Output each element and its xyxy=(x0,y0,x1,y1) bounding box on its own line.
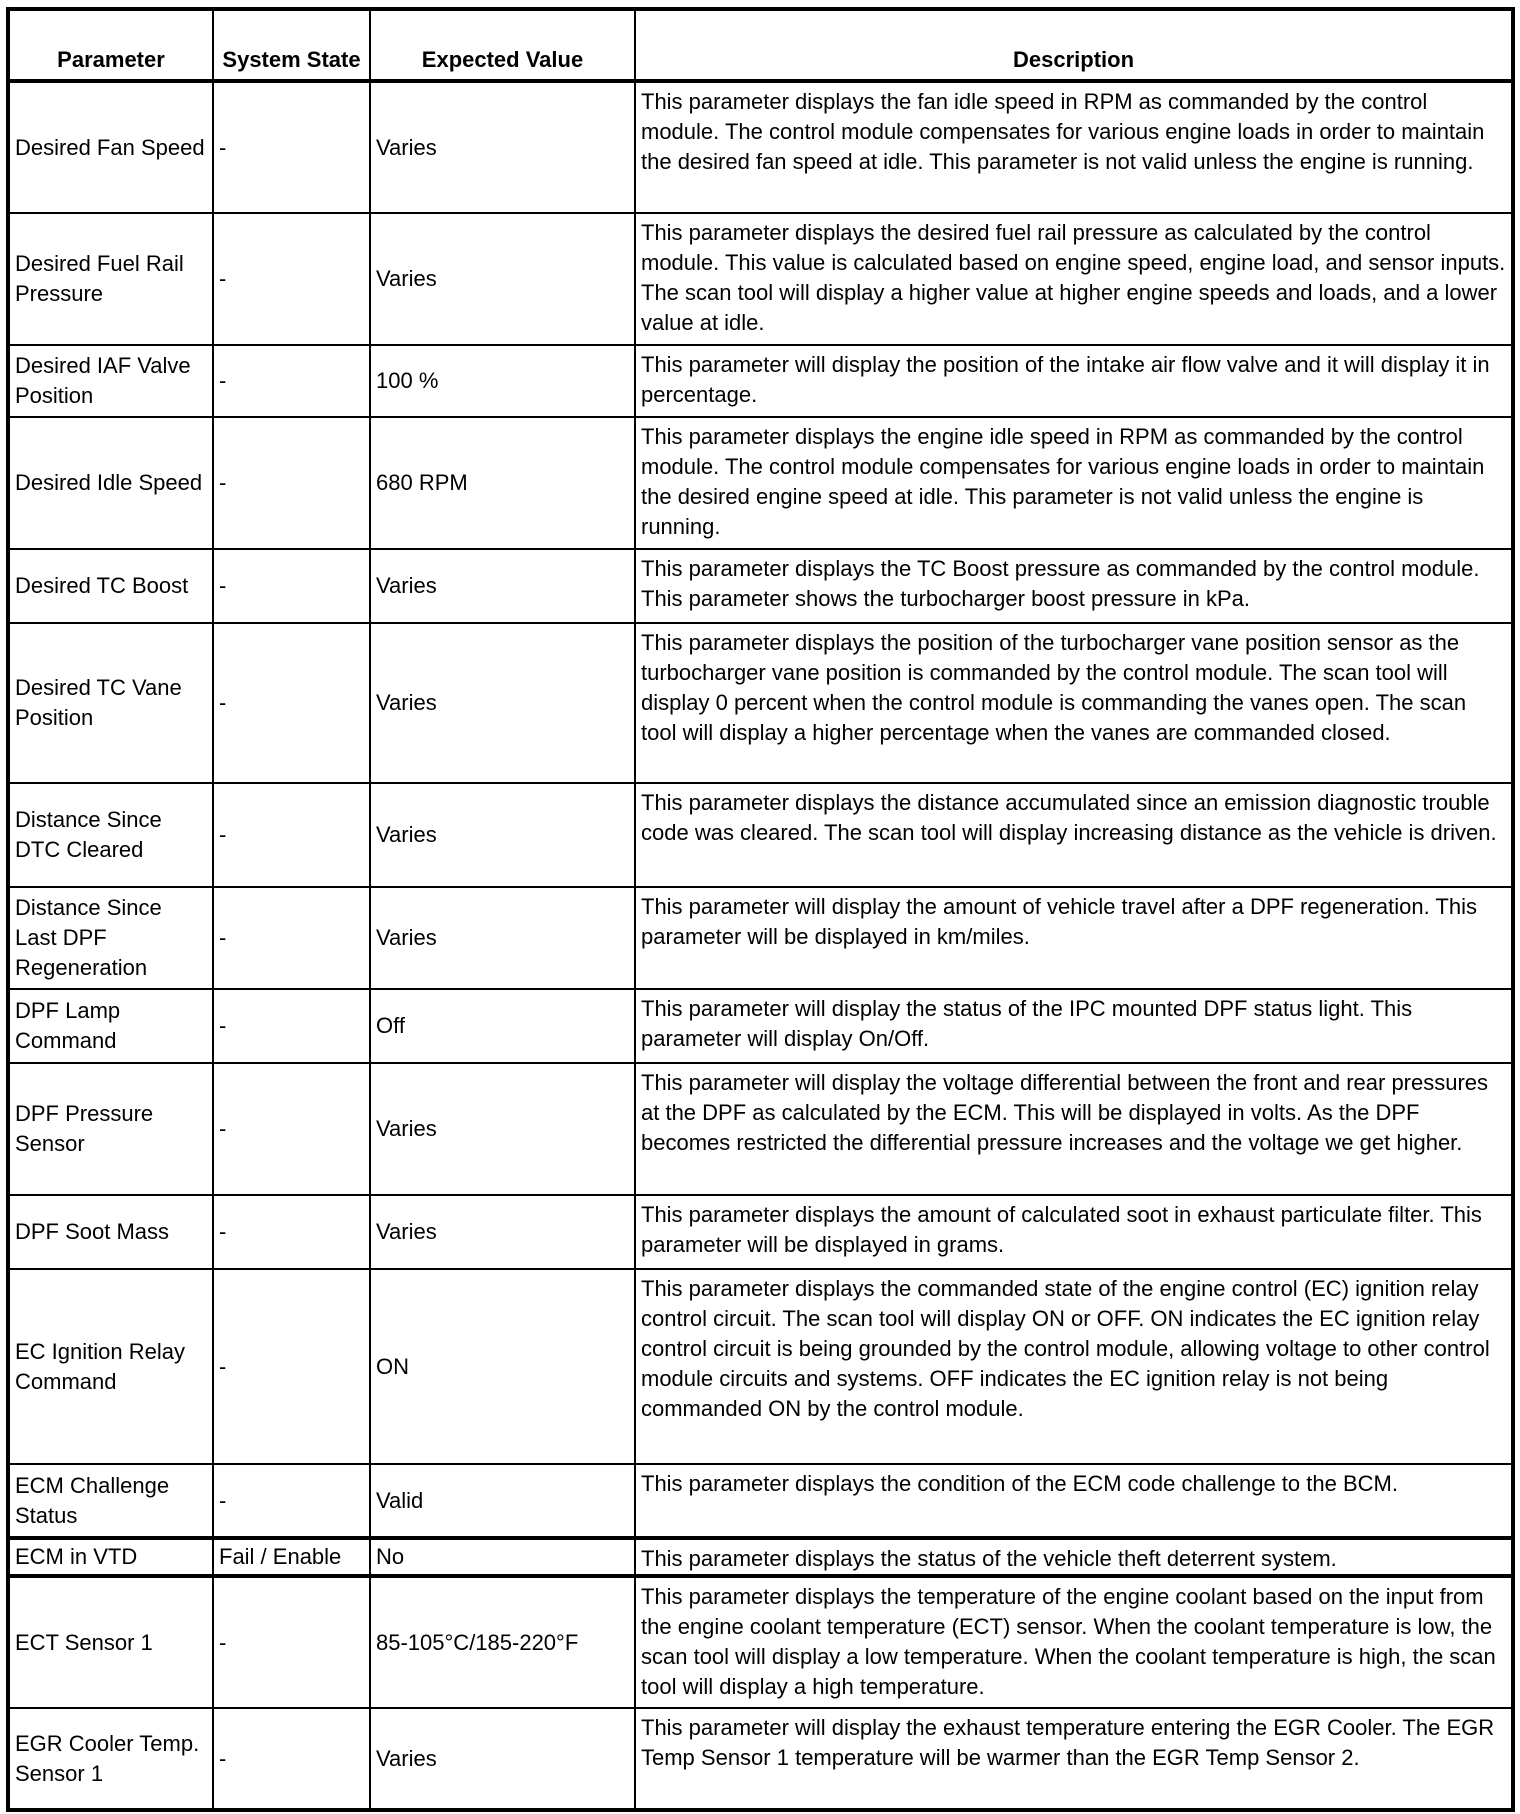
system-state-cell: - xyxy=(213,213,370,345)
header-row xyxy=(8,9,1513,81)
description-cell: This parameter displays the TC Boost pressure as commanded by the control module. This parameter shows the turbocharger boost pressure in kPa. xyxy=(635,549,1513,623)
system-state-cell: - xyxy=(213,81,370,213)
expected-value-cell: ON xyxy=(370,1269,635,1464)
expected-value-cell: Valid xyxy=(370,1464,635,1538)
description-cell: This parameter will display the position of the intake air flow valve and it will display it in percentage. xyxy=(635,345,1513,417)
parameter-cell: DPF Soot Mass xyxy=(8,1195,213,1269)
parameter-cell: EGR Cooler Temp. Sensor 1 xyxy=(8,1708,213,1810)
expected-value-cell: 85-105°C/185-220°F xyxy=(370,1576,635,1708)
parameter-cell: Desired Fuel Rail Pressure xyxy=(8,213,213,345)
table-row xyxy=(8,887,1513,989)
system-state-cell: - xyxy=(213,1576,370,1708)
description-cell: This parameter displays the fan idle speed in RPM as commanded by the control module. The control module compensates for various engine loads in order to maintain the desired fan speed at idle. This parameter is not valid unless the engine is running. xyxy=(635,81,1513,213)
system-state-cell: - xyxy=(213,417,370,549)
table-row xyxy=(8,783,1513,887)
system-state-cell: - xyxy=(213,1063,370,1195)
parameter-table xyxy=(6,7,1515,1812)
description-cell: This parameter displays the temperature of the engine coolant based on the input from the engine coolant temperature (ECT) sensor. When the coolant temperature is low, the scan tool will display a low temperature. When the coolant temperature is high, the scan tool will display a high temperature. xyxy=(635,1576,1513,1708)
table-row xyxy=(8,1063,1513,1195)
table-row xyxy=(8,989,1513,1063)
expected-value-cell: Varies xyxy=(370,887,635,989)
parameter-cell: Desired TC Boost xyxy=(8,549,213,623)
table-row xyxy=(8,417,1513,549)
description-cell: This parameter displays the condition of the ECM code challenge to the BCM. xyxy=(635,1464,1513,1538)
table-row xyxy=(8,549,1513,623)
description-cell: This parameter displays the commanded state of the engine control (EC) ignition relay control circuit. The scan tool will display ON or OFF. ON indicates the EC ignition relay control circuit is being grounded by the control module, allowing voltage to other control module circuits and systems. OFF indicates the EC ignition relay is not being commanded ON by the control module. xyxy=(635,1269,1513,1464)
parameter-cell: DPF Lamp Command xyxy=(8,989,213,1063)
description-cell: This parameter displays the distance accumulated since an emission diagnostic trouble code was cleared. The scan tool will display increasing distance as the vehicle is driven. xyxy=(635,783,1513,887)
description-cell: This parameter will display the exhaust temperature entering the EGR Cooler. The EGR Temp Sensor 1 temperature will be warmer than the EGR Temp Sensor 2. xyxy=(635,1708,1513,1810)
table-row xyxy=(8,345,1513,417)
description-cell: This parameter displays the position of the turbocharger vane position sensor as the turbocharger vane position is commanded by the control module. The scan tool will display 0 percent when the control module is commanding the vanes open. The scan tool will display a higher percentage when the vanes are commanded closed. xyxy=(635,623,1513,783)
table-row xyxy=(8,213,1513,345)
system-state-cell: - xyxy=(213,783,370,887)
system-state-cell: - xyxy=(213,1269,370,1464)
description-cell: This parameter will display the status of the IPC mounted DPF status light. This parameter will display On/Off. xyxy=(635,989,1513,1063)
expected-value-cell: 100 % xyxy=(370,345,635,417)
parameter-cell: ECM in VTD xyxy=(8,1538,213,1576)
description-cell: This parameter displays the desired fuel rail pressure as calculated by the control module. This value is calculated based on engine speed, engine load, and sensor inputs. The scan tool will display a higher value at higher engine speeds and loads, and a lower value at idle. xyxy=(635,213,1513,345)
header-description: Description xyxy=(635,9,1513,81)
table-row xyxy=(8,1576,1513,1708)
description-cell: This parameter displays the status of the vehicle theft deterrent system. xyxy=(635,1538,1513,1576)
expected-value-cell: Varies xyxy=(370,213,635,345)
description-cell: This parameter displays the amount of calculated soot in exhaust particulate filter. This parameter will be displayed in grams. xyxy=(635,1195,1513,1269)
system-state-cell: - xyxy=(213,345,370,417)
parameter-cell: DPF Pressure Sensor xyxy=(8,1063,213,1195)
system-state-cell: Fail / Enable xyxy=(213,1538,370,1576)
expected-value-cell: No xyxy=(370,1538,635,1576)
parameter-cell: Desired TC Vane Position xyxy=(8,623,213,783)
parameter-cell: Distance Since DTC Cleared xyxy=(8,783,213,887)
expected-value-cell: Off xyxy=(370,989,635,1063)
table-row xyxy=(8,1269,1513,1464)
expected-value-cell: Varies xyxy=(370,623,635,783)
parameter-cell: Desired Idle Speed xyxy=(8,417,213,549)
parameter-cell: ECT Sensor 1 xyxy=(8,1576,213,1708)
system-state-cell: - xyxy=(213,549,370,623)
table-row xyxy=(8,623,1513,783)
parameter-cell: Distance Since Last DPF Regeneration xyxy=(8,887,213,989)
table-row xyxy=(8,1708,1513,1810)
parameter-cell: ECM Challenge Status xyxy=(8,1464,213,1538)
expected-value-cell: Varies xyxy=(370,1063,635,1195)
header-expected-value: Expected Value xyxy=(370,9,635,81)
expected-value-cell: 680 RPM xyxy=(370,417,635,549)
system-state-cell: - xyxy=(213,887,370,989)
expected-value-cell: Varies xyxy=(370,1708,635,1810)
description-cell: This parameter displays the engine idle speed in RPM as commanded by the control module. The control module compensates for various engine loads in order to maintain the desired engine speed at idle. This parameter is not valid unless the engine is running. xyxy=(635,417,1513,549)
table-row xyxy=(8,1195,1513,1269)
table-row xyxy=(8,1464,1513,1538)
parameter-cell: Desired Fan Speed xyxy=(8,81,213,213)
table-row xyxy=(8,81,1513,213)
description-cell: This parameter will display the amount of vehicle travel after a DPF regeneration. This parameter will be displayed in km/miles. xyxy=(635,887,1513,989)
description-cell: This parameter will display the voltage differential between the front and rear pressures at the DPF as calculated by the ECM. This will be displayed in volts. As the DPF becomes restricted the differential pressure increases and the voltage we get higher. xyxy=(635,1063,1513,1195)
system-state-cell: - xyxy=(213,623,370,783)
expected-value-cell: Varies xyxy=(370,81,635,213)
expected-value-cell: Varies xyxy=(370,783,635,887)
header-parameter: Parameter xyxy=(8,9,213,81)
system-state-cell: - xyxy=(213,1195,370,1269)
system-state-cell: - xyxy=(213,989,370,1063)
expected-value-cell: Varies xyxy=(370,1195,635,1269)
header-system-state: System State xyxy=(213,9,370,81)
system-state-cell: - xyxy=(213,1708,370,1810)
parameter-cell: Desired IAF Valve Position xyxy=(8,345,213,417)
parameter-cell: EC Ignition Relay Command xyxy=(8,1269,213,1464)
system-state-cell: - xyxy=(213,1464,370,1538)
expected-value-cell: Varies xyxy=(370,549,635,623)
table-row xyxy=(8,1538,1513,1576)
